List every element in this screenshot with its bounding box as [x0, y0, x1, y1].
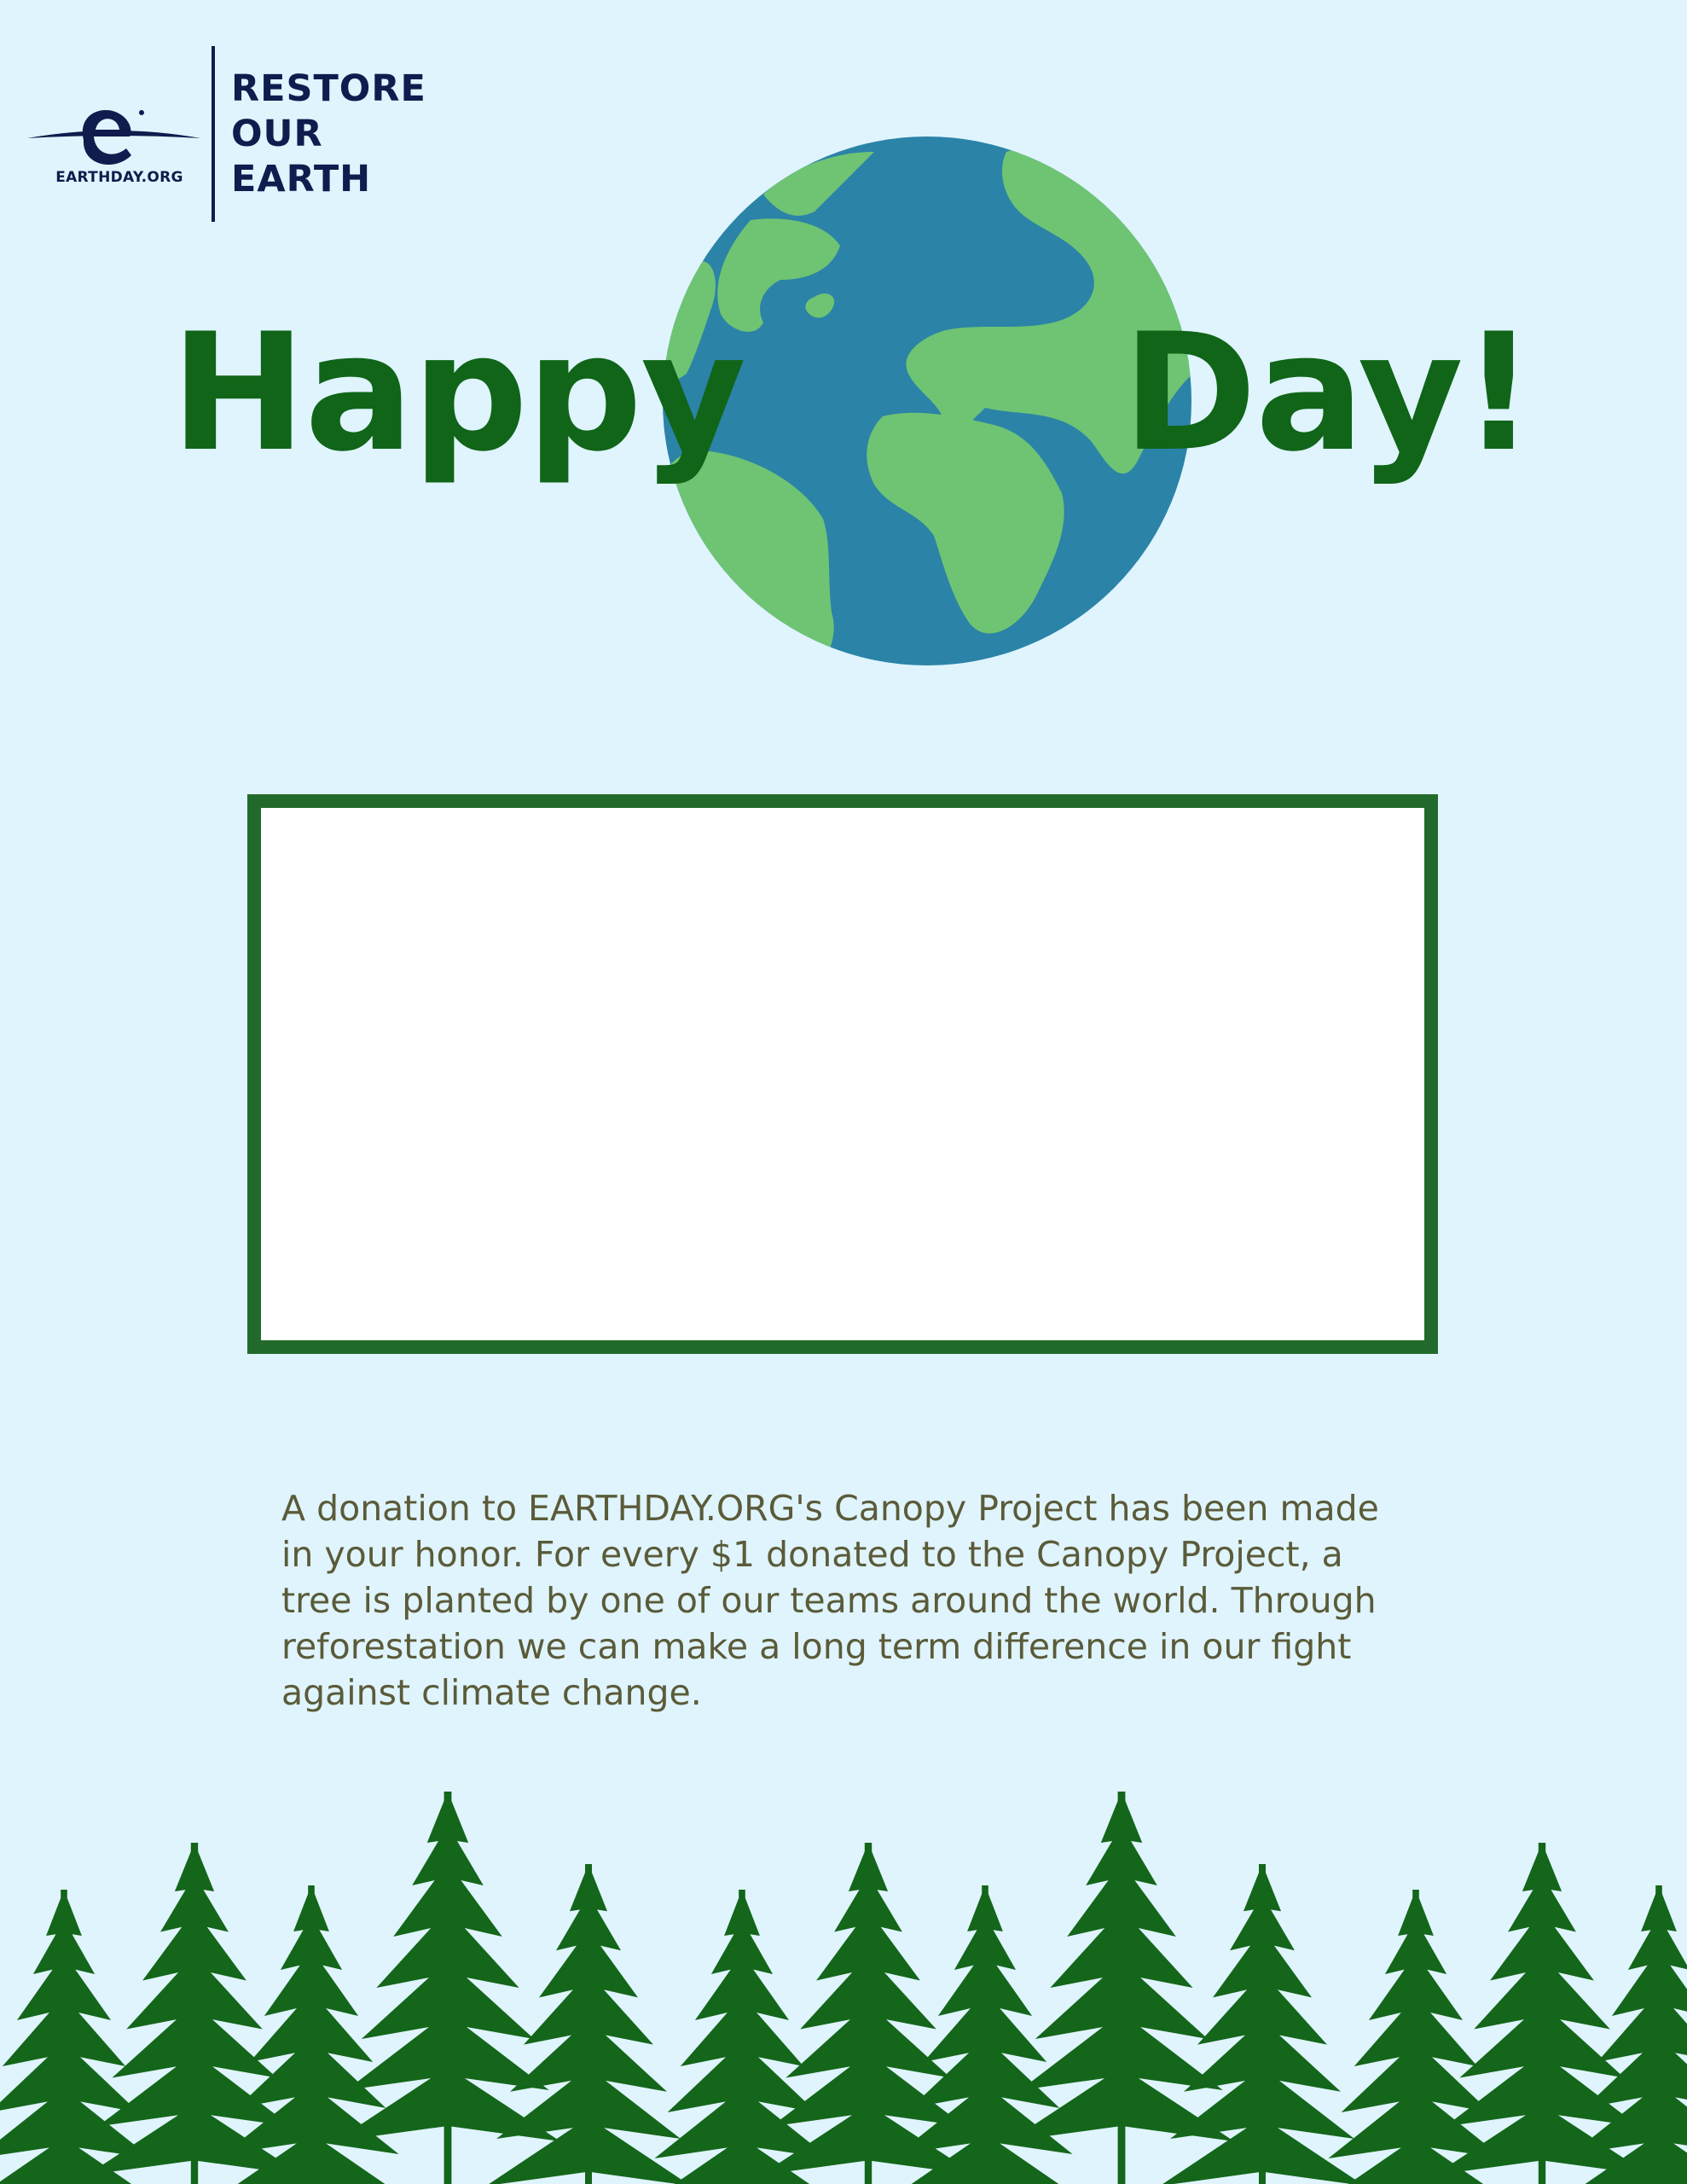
headline-day: Day!: [1122, 299, 1534, 487]
pine-tree-icon: [1319, 1890, 1513, 2184]
logo-tagline: [231, 67, 426, 202]
tagline-line: EARTH: [231, 158, 372, 200]
pine-tree-icon: [645, 1890, 839, 2184]
pine-forest: [0, 1783, 1687, 2184]
message-box[interactable]: [247, 794, 1438, 1354]
earthday-e-logo-icon: [26, 87, 205, 181]
logo-org-name: EARTHDAY.ORG: [55, 169, 183, 186]
logo-divider: [212, 46, 215, 222]
earthday-logo: [26, 44, 435, 224]
headline-happy: Happy: [171, 299, 745, 487]
donation-message: A donation to EARTHDAY.ORG's Canopy Project has been made in your honor. For every $1 donated to the Canopy Project, a tree is planted by one of our teams around the world. Through reforestation we can make a long term difference in our fight against climate change.: [281, 1488, 1379, 1713]
tagline-line: OUR: [231, 113, 323, 155]
tagline-line: RESTORE: [231, 67, 426, 110]
pine-tree-icon: [0, 1890, 161, 2184]
